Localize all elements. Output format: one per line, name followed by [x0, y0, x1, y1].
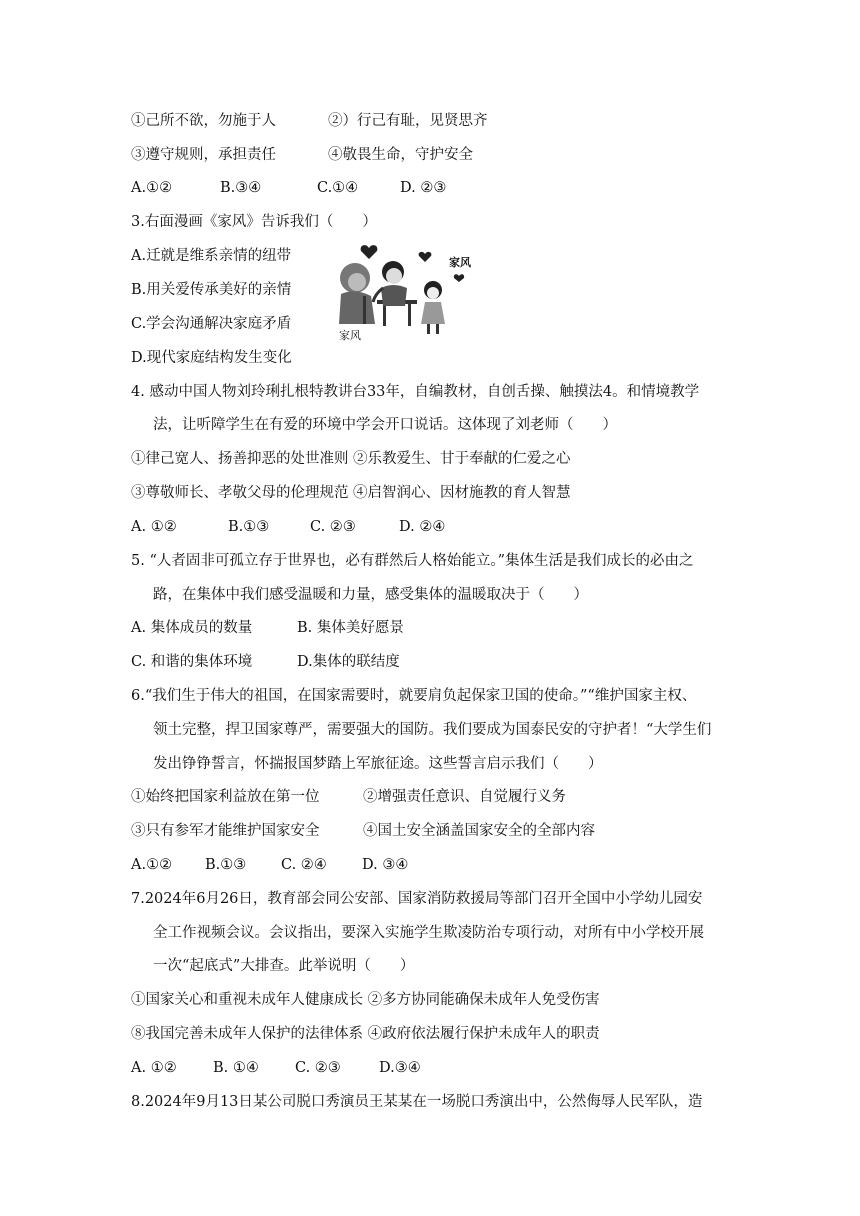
q2-statement-2: ②）行己有耻，见贤思齐	[328, 113, 488, 129]
cartoon-caption: 家风	[339, 330, 361, 342]
q7-options	[131, 1058, 421, 1078]
q4-option-d: D. ②④	[399, 519, 446, 535]
q2-statements-row1	[131, 111, 488, 131]
q2-statements-row2	[131, 145, 473, 165]
q6-option-a: A.①②	[131, 857, 173, 873]
q3-stem: 3.右面漫画《家风》告诉我们（ ）	[131, 214, 377, 230]
q4-option-b: B.①③	[228, 519, 270, 535]
q6-statements-row2	[131, 821, 595, 841]
q6-statements-row1	[131, 787, 566, 807]
q2-statement-3: ③遵守规则，承担责任	[131, 147, 276, 163]
q7-statements-row1: ①国家关心和重视未成年人健康成长 ②多方协同能确保未成年人免受伤害	[131, 992, 600, 1008]
q6-options	[131, 855, 408, 875]
q4-stem-line2: 法，让听障学生在有爱的环境中学会开口说话。这体现了刘老师（ ）	[153, 417, 617, 433]
q4-statement-1: ①律己宽人、扬善抑恶的处世准则	[131, 451, 349, 467]
q4-statement-2: ②乐教爱生、甘于奉献的仁爱之心	[353, 451, 571, 467]
q7-option-a: A. ①②	[131, 1060, 177, 1076]
q6-option-b: B.①③	[205, 857, 247, 873]
q2-option-c: C.①④	[317, 180, 359, 196]
heart-icon	[454, 274, 464, 282]
q3-option-b: B.用关爱传承美好的亲情	[131, 282, 292, 298]
q6-statement-1: ①始终把国家利益放在第一位	[131, 789, 320, 805]
q2-statement-4: ④敬畏生命，守护安全	[328, 147, 473, 163]
q4-option-c: C. ②③	[310, 519, 356, 535]
q4-options	[131, 517, 445, 537]
q4-stem-line1: 4. 感动中国人物刘玲琍扎根特教讲台33年，自编教材，自创舌操、触摸法4。和情境教学	[131, 384, 700, 400]
q4-option-a: A. ①②	[131, 519, 177, 535]
heart-icon	[361, 245, 378, 259]
q7-stem-line1: 7.2024年6月26日，教育部会同公安部、国家消防救援局等部门召开全国中小学幼儿园安	[131, 891, 703, 907]
q4-statements-row2	[131, 483, 571, 503]
q6-stem-line3: 发出铮铮誓言，怀揣报国梦踏上军旅征途。这些誓言启示我们（ ）	[153, 756, 603, 772]
q7-stem-line2: 全工作视频会议。会议指出，要深入实施学生欺凌防治专项行动，对所有中小学校开展	[153, 925, 704, 941]
q4-statements-row1	[131, 449, 571, 469]
q5-option-b: B. 集体美好愿景	[297, 620, 404, 636]
q8-stem-line1: 8.2024年9月13日某公司脱口秀演员王某某在一场脱口秀演出中，公然侮辱人民军队，造	[131, 1094, 703, 1110]
family-tradition-cartoon	[333, 238, 481, 348]
q6-stem-line1: 6.“我们生于伟大的祖国，在国家需要时，就要肩负起保家卫国的使命。”“维护国家主权、	[131, 688, 697, 704]
q2-statement-1: ①己所不欲，勿施于人	[131, 113, 276, 129]
q6-stem-line2: 领土完整，捍卫国家尊严，需要强大的国防。我们要成为国泰民安的守护者！“大学生们	[153, 722, 712, 738]
q2-option-d: D. ②③	[400, 180, 447, 196]
q2-option-a: A.①②	[131, 180, 173, 196]
q4-statement-4: ④启智润心、因材施教的育人智慧	[353, 485, 571, 501]
q3-option-d: D.现代家庭结构发生变化	[131, 350, 292, 366]
q5-option-a: A. 集体成员的数量	[131, 620, 253, 636]
cartoon-title: 家风	[449, 257, 471, 269]
q5-options-row1	[131, 618, 404, 638]
q4-statement-3: ③尊敬师长、孝敬父母的伦理规范	[131, 485, 349, 501]
q7-stem-line3: 一次“起底式”大排查。此举说明（ ）	[153, 958, 415, 974]
q5-options-row2	[131, 652, 400, 672]
q7-option-c: C. ②③	[295, 1060, 341, 1076]
q6-statement-2: ②增强责任意识、自觉履行义务	[363, 789, 566, 805]
q6-statement-4: ④国土安全涵盖国家安全的全部内容	[363, 823, 595, 839]
q3-option-a: A.迁就是维系亲情的纽带	[131, 248, 292, 264]
q7-statements-row2: ⑧我国完善未成年人保护的法律体系 ④政府依法履行保护未成年人的职责	[131, 1026, 600, 1042]
heart-icon	[419, 252, 432, 262]
q7-option-b: B. ①④	[213, 1060, 259, 1076]
q6-option-d: D. ③④	[362, 857, 409, 873]
q2-option-b: B.③④	[220, 180, 262, 196]
q5-stem-line1: 5. “人者固非可孤立存于世界也，必有群然后人格始能立。”集体生活是我们成长的必由之	[131, 553, 694, 569]
q5-option-c: C. 和谐的集体环境	[131, 654, 253, 670]
q6-option-c: C. ②④	[281, 857, 327, 873]
q2-options	[131, 178, 446, 198]
q5-stem-line2: 路，在集体中我们感受温暖和力量，感受集体的温暖取决于（ ）	[153, 587, 588, 603]
q6-statement-3: ③只有参军才能维护国家安全	[131, 823, 320, 839]
q3-option-c: C.学会沟通解决家庭矛盾	[131, 316, 292, 332]
q7-option-d: D.③④	[379, 1060, 421, 1076]
q5-option-d: D.集体的联结度	[297, 654, 400, 670]
